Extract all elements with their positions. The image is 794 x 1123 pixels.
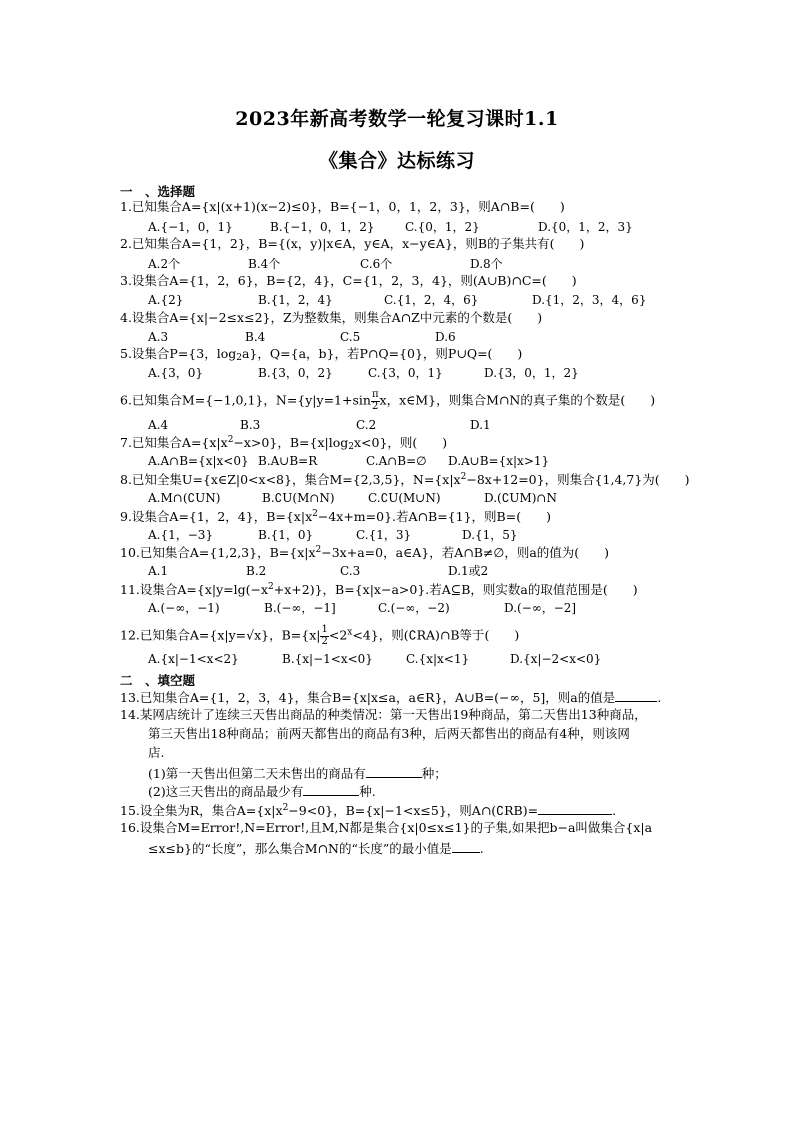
question-14-line-1: 14.某网店统计了连续三天售出商品的种类情况：第一天售出19种商品，第二天售出13种商品，: [120, 707, 647, 722]
q9-option-c: C.{1，3}: [356, 528, 412, 542]
q8-option-d: D.(∁UM)∩N: [484, 491, 557, 505]
q5-option-d: D.{3，0，1，2}: [484, 366, 579, 380]
q2-option-a: A.2个: [148, 257, 181, 271]
q3-option-b: B.{1，2，4}: [258, 293, 333, 307]
question-10: 10.已知集合A={1,2,3}，$B=\{x|x^2-3x+a=0$，a∈A}，若A∩B≠∅，则a的值为( ): [120, 545, 610, 560]
question-11: 11.设集合$A=\{x|y=\lg(-x^2+x+2)\}$，B={x|x−a>0}.若A⊆B，则实数a的取值范围是( ): [120, 582, 638, 597]
question-13: 13.已知集合A={1，2，3，4}，集合B={x|x≤a，a∈R}，A∪B=(−∞，5]，则a的值是 .: [120, 690, 662, 705]
q1-option-c: C.{0，1，2}: [405, 220, 480, 234]
q2-option-c: C.6个: [360, 257, 393, 271]
question-8: 8.已知全集U={x∈Z|0<x<8}，集合M={2,3,5}，$N=\{x|x^2-8x+12=0\}$，则集合{1,4,7}为( ): [120, 472, 690, 487]
q6-option-d: D.1: [470, 418, 491, 432]
question-1: 1.已知集合A={x|(x+1)(x−2)≤0}，B={−1，0，1，2，3}，则A∩B=( ): [120, 199, 565, 214]
q13-answer-blank[interactable]: [615, 690, 657, 702]
question-12: 12.已知集合A={x|y=√x}，B={x| $\frac{1}{2}$ $<2^x<4$}，则(∁RA)∩B等于( ): [120, 624, 520, 647]
q4-option-c: C.5: [340, 330, 361, 344]
question-5: 5.设集合P={3，$\log_2a$}，Q={a，b}，若P∩Q={0}，则P∪Q=( ): [120, 346, 523, 363]
question-14-line-2: 第三天售出18种商品；前两天都售出的商品有3种，后两天都售出的商品有4种，则该网: [148, 726, 630, 741]
question-4: 4.设集合A={x|−2≤x≤2}，Z为整数集，则集合A∩Z中元素的个数是( ): [120, 310, 543, 325]
q10-option-b: B.2: [246, 564, 267, 578]
q9-option-b: B.{1，0}: [258, 528, 314, 542]
q1-option-b: B.{−1，0，1，2}: [270, 220, 375, 234]
q12-option-c: C.{x|x<1}: [406, 652, 470, 666]
q7-option-b: B.A∪B=R: [258, 454, 318, 468]
q8-option-b: B.∁U(M∩N): [262, 491, 335, 505]
q1-option-a: A.{−1，0，1}: [148, 220, 233, 234]
question-16-line-2: ≤x≤b}的“长度”，那么集合M∩N的“长度”的最小值是 .: [148, 841, 484, 856]
q12-option-d: D.{x|−2<x<0}: [510, 652, 602, 666]
q9-option-a: A.{1，−3}: [148, 528, 214, 542]
q6-option-c: C.2: [356, 418, 377, 432]
q3-option-a: A.{2}: [148, 293, 184, 307]
q12-option-a: A.{x|−1<x<2}: [148, 652, 239, 666]
q6-fraction: $\frac{\pi}{2}$: [371, 389, 379, 412]
q1-option-d: D.{0，1，2，3}: [538, 220, 633, 234]
q12-fraction: $\frac{1}{2}$: [321, 624, 328, 647]
q6-option-a: A.4: [148, 418, 169, 432]
question-14-sub-1: (1)第一天售出但第二天未售出的商品有 种；: [148, 766, 447, 781]
q11-option-a: A.(−∞，−1): [148, 601, 220, 615]
q11-option-b: B.(−∞，−1]: [264, 601, 336, 615]
q14-sub1-answer-blank[interactable]: [366, 766, 422, 778]
question-15: 15.设全集为R，集合$A=\{x|x^2-9<0\}$，B={x|−1<x≤5}，则A∩(∁RB)= .: [120, 803, 617, 818]
q2-option-d: D.8个: [470, 257, 503, 271]
q10-option-c: C.3: [340, 564, 361, 578]
q5-option-a: A.{3，0}: [148, 366, 204, 380]
document-subtitle: 《集合》达标练习: [318, 150, 475, 172]
question-16-line-1: 16.设集合M=Error!,N=Error!,且M,N都是集合{x|0≤x≤1}的子集,如果把b−a叫做集合{x|a: [120, 820, 653, 835]
q10-option-a: A.1: [148, 564, 169, 578]
q7-option-d: D.A∪B={x|x>1}: [448, 454, 550, 468]
q7-option-a: A.A∩B={x|x<0}: [148, 454, 249, 468]
q5-option-c: C.{3，0，1}: [368, 366, 443, 380]
document-title: 2023年新高考数学一轮复习课时1.1: [235, 108, 559, 130]
q11-option-d: D.(−∞，−2]: [504, 601, 577, 615]
q3-option-d: D.{1，2，3，4，6}: [532, 293, 647, 307]
q6-option-b: B.3: [240, 418, 261, 432]
q5-option-b: B.{3，0，2}: [258, 366, 333, 380]
q15-answer-blank[interactable]: [538, 803, 612, 815]
q14-sub2-answer-blank[interactable]: [303, 784, 359, 796]
question-6: 6.已知集合M={−1,0,1}，N={y|y=1+sin $\frac{\pi}{2}$ x，x∈M}，则集合M∩N的真子集的个数是( ): [120, 389, 656, 412]
question-3: 3.设集合A={1，2，6}，B={2，4}，C={1，2，3，4}，则(A∪B)∩C=( ): [120, 273, 577, 288]
question-9: 9.设集合A={1，2，4}，$B=\{x|x^2-4x+m=0\}$.若A∩B={1}，则B=( ): [120, 509, 551, 524]
q4-option-b: B.4: [245, 330, 266, 344]
question-14-sub-2: (2)这三天售出的商品最少有 种.: [148, 784, 376, 799]
question-14-line-3: 店.: [148, 745, 165, 760]
q16-answer-blank[interactable]: [452, 841, 480, 853]
q4-option-a: A.3: [148, 330, 169, 344]
q7-option-c: C.A∩B=∅: [366, 454, 427, 468]
q11-option-c: C.(−∞，−2): [378, 601, 450, 615]
q8-option-c: C.∁U(M∪N): [368, 491, 441, 505]
section-choice-heading: 一 、选择题: [120, 184, 196, 199]
q4-option-d: D.6: [435, 330, 456, 344]
section-fill-heading: 二 、填空题: [120, 673, 196, 688]
q9-option-d: D.{1，5}: [462, 528, 518, 542]
q12-option-b: B.{x|−1<x<0}: [282, 652, 373, 666]
q8-option-a: A.M∩(∁UN): [148, 491, 221, 505]
q10-option-d: D.1或2: [448, 564, 489, 578]
question-2: 2.已知集合A={1，2}，B={(x，y)|x∈A，y∈A，x−y∈A}，则B的子集共有( ): [120, 236, 585, 251]
q2-option-b: B.4个: [248, 257, 281, 271]
question-7: 7.已知集合$A=\{x|x^2-x>0\}$，$B=\{x|\log_2x<0\}$，则( ): [120, 435, 448, 452]
q3-option-c: C.{1，2，4，6}: [384, 293, 479, 307]
